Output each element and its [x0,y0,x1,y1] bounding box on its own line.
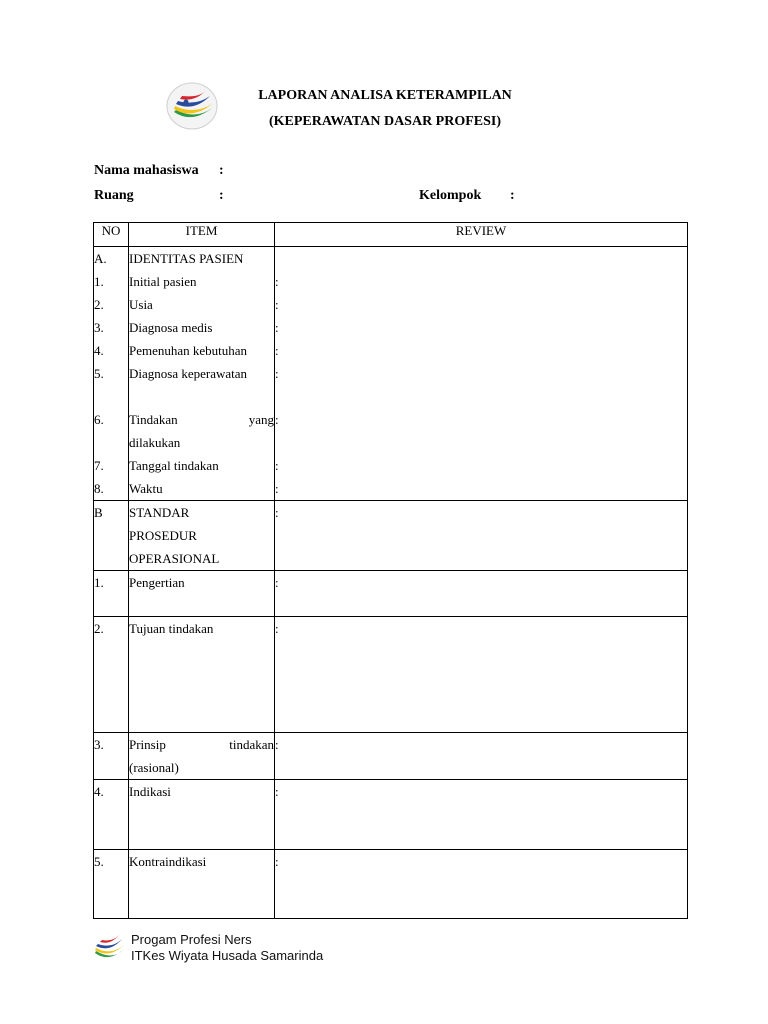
row-no: 3. [94,737,104,752]
a-item-label: Usia [129,297,153,312]
review-colon: : [275,366,279,381]
nama-colon: : [219,163,224,178]
report-title: LAPORAN ANALISA KETERAMPILAN [258,88,512,103]
review-colon: : [275,737,279,752]
footer-institution: ITKes Wiyata Husada Samarinda [131,948,324,963]
section-b-title: OPERASIONAL [129,551,220,566]
a-item-no: 3. [94,320,104,335]
row-label-cont: (rasional) [129,760,179,775]
kelompok-label: Kelompok [419,188,482,203]
review-colon: : [275,320,279,335]
review-colon: : [275,297,279,312]
a-item-label: Diagnosa medis [129,320,213,335]
a-item-label: Tanggal tindakan [129,458,219,473]
kelompok-colon: : [510,188,515,203]
a-item-no: 6. [94,412,104,427]
section-b-row [94,501,688,571]
review-colon: : [275,458,279,473]
a-item-label: Pemenuhan kebutuhan [129,343,248,358]
review-colon: : [275,481,279,496]
review-colon: : [275,412,279,427]
review-colon: : [275,621,279,636]
a-item-label-justified [129,408,274,431]
a-item-no: 1. [94,274,104,289]
nama-mahasiswa-label: Nama mahasiswa [94,163,199,178]
row-label: Indikasi [129,784,171,799]
a-item-no: 5. [94,366,104,381]
col-item-header: ITEM [129,223,275,247]
word: tindakan [229,737,274,752]
review-colon: : [275,854,279,869]
footer-program: Progam Profesi Ners [131,932,252,947]
table-row [94,850,688,919]
review-colon: : [275,274,279,289]
report-subtitle: (KEPERAWATAN DASAR PROFESI) [268,114,502,129]
section-b-title: STANDAR [129,505,190,520]
row-label: Tujuan tindakan [129,621,214,636]
table-row [94,733,688,780]
section-b-title: PROSEDUR [129,528,197,543]
a-item-no: 2. [94,297,104,312]
a-item-label: Diagnosa keperawatan [129,366,248,381]
col-review-header: REVIEW [275,223,688,247]
table-row [94,571,688,617]
section-b-no: B [94,505,103,520]
review-colon: : [275,575,279,590]
section-a-title: IDENTITAS PASIEN [129,251,244,266]
row-label: Pengertian [129,575,185,590]
word: yang [248,412,274,427]
word: Prinsip [129,737,166,752]
row-no: 5. [94,854,104,869]
row-label: Kontraindikasi [129,854,207,869]
a-item-no: 4. [94,343,104,358]
col-no-header: NO [94,223,129,247]
row-no: 2. [94,621,104,636]
a-item-label: Initial pasien [129,274,197,289]
review-colon: : [275,343,279,358]
review-colon: : [275,784,279,799]
review-colon: : [275,505,279,520]
table-header-row [94,223,688,247]
row-no: 1. [94,575,104,590]
a-item-label-cont: dilakukan [129,435,181,450]
row-no: 4. [94,784,104,799]
footer-logo [93,933,125,965]
table-row [94,780,688,850]
ruang-colon: : [219,188,224,203]
row-label-justified [129,733,274,756]
table-row [94,617,688,733]
a-item-no: 8. [94,481,104,496]
section-a-no: A. [94,251,107,266]
a-item-no: 7. [94,458,104,473]
review-table [93,222,688,919]
word: Tindakan [129,412,178,427]
section-a-row [94,247,688,501]
a-item-label: Waktu [129,481,163,496]
ruang-label: Ruang [94,188,134,203]
